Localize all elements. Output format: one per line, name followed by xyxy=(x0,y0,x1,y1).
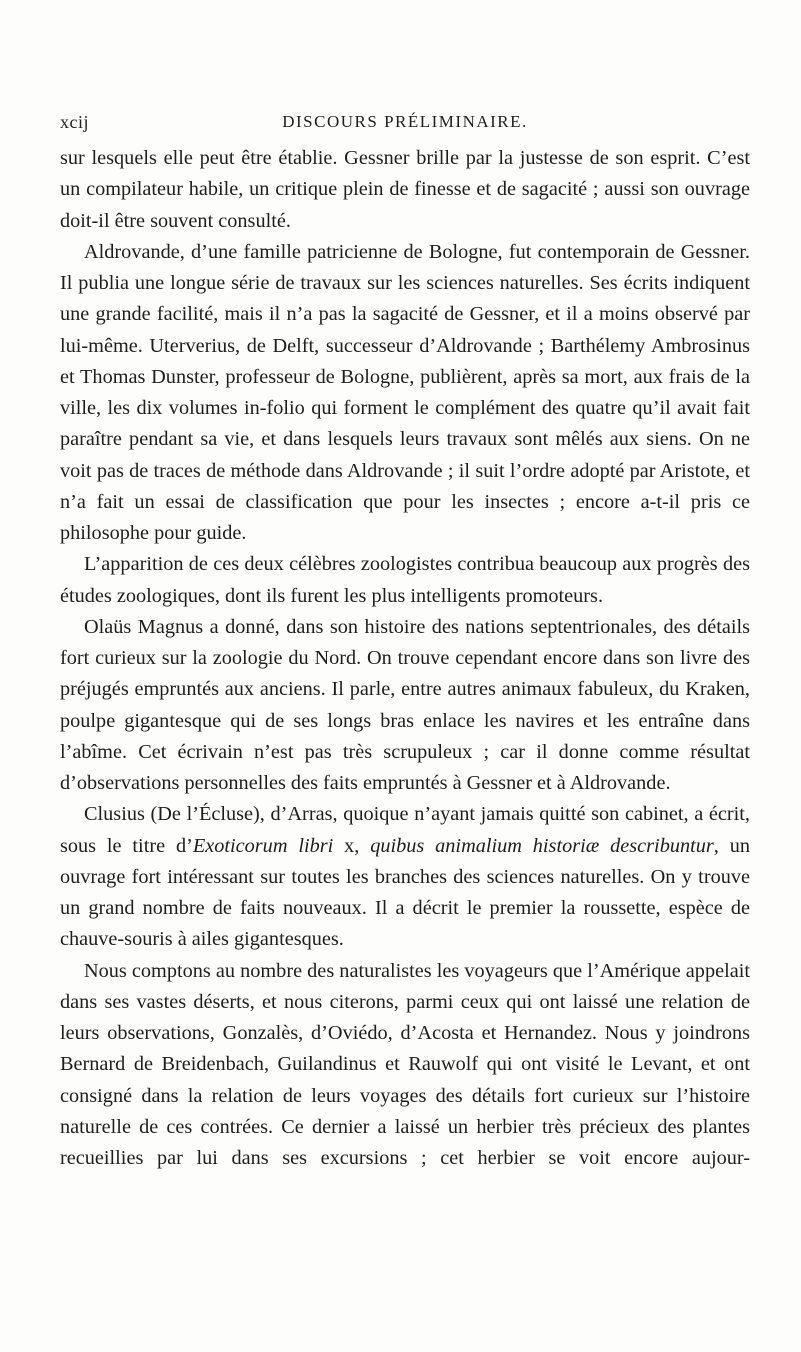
paragraph-gessner-conclusion: sur lesquels elle peut être établie. Gessner brille par la justesse de son esprit. C’est un compilateur habile, un critique plein de finesse et de sagacité ; aussi son ouvrage doit-il être souvent consulté. xyxy=(60,147,750,232)
clusius-book-subtitle: quibus animalium historiæ describuntur xyxy=(370,834,714,857)
page-number: xcij xyxy=(60,112,89,132)
clusius-book-title: Exoticorum libri xyxy=(192,834,334,857)
page-header xyxy=(60,108,750,138)
clusius-text-middle: x, xyxy=(333,834,371,857)
running-head: DISCOURS PRÉLIMINAIRE. xyxy=(282,112,528,131)
paragraph-clusius xyxy=(60,799,750,955)
paragraph-aldrovande: Aldrovande, d’une famille patricienne de Bologne, fut contemporain de Gessner. Il publia une longue série de travaux sur les sciences naturelles. Ses écrits indiquent une grande facilité, mais il n’a pas la sagacité de Gessner, et il a moins observé par lui-même. Uterverius, de Delft, successeur d’Aldrovande ; Barthélemy Ambrosinus et Thomas Dunster, professeur de Bologne, publièrent, après sa mort, aux frais de la ville, les dix volumes in-folio qui forment le complément des quatre qu’il avait fait paraître pendant sa vie, et dans lesquels leurs travaux sont mêlés aux siens. On ne voit pas de traces de méthode dans Aldrovande ; il suit l’ordre adopté par Aristote, et n’a fait un essai de classification que pour les insectes ; encore a-t-il pris ce philosophe pour guide. xyxy=(60,240,750,544)
paragraph-olaus-magnus: Olaüs Magnus a donné, dans son histoire des nations septentrionales, des détails fort curieux sur la zoologie du Nord. On trouve cependant encore dans son livre des préjugés empruntés aux anciens. Il parle, entre autres animaux fabuleux, du Kraken, poulpe gigantesque qui de ses longs bras enlace les navires et les entraîne dans l’abîme. Cet écrivain n’est pas très scrupuleux ; car il donne comme résultat d’observations personnelles des faits empruntés à Gessner et à Aldrovande. xyxy=(60,615,750,794)
paragraph-zoologists-influence: L’apparition de ces deux célèbres zoologistes contribua beaucoup aux progrès des études zoologiques, dont ils furent les plus intelligents promoteurs. xyxy=(60,553,750,607)
paragraph-voyagers: Nous comptons au nombre des naturalistes les voyageurs que l’Amérique appelait dans ses vastes déserts, et nous citerons, parmi ceux qui ont laissé une relation de leurs observations, Gonzalès, d’Oviédo, d’Acosta et Hernandez. Nous y joindrons Bernard de Breidenbach, Guilandinus et Rauwolf qui ont visité le Levant, et ont consigné dans la relation de leurs voyages des détails fort curieux sur l’histoire naturelle de ces contrées. Ce dernier a laissé un herbier très précieux des plantes recueillies par lui dans ses excursions ; cet herbier se voit encore aujour- xyxy=(60,959,750,1169)
body-text xyxy=(60,143,750,1174)
clusius-text-start: Clusius (De l’Écluse), d’Arras, quoique n’ayant jamais quitté son cabinet, a écrit, sous le titre d’ xyxy=(60,803,750,857)
clusius-text-end: , un ouvrage fort intéressant sur toutes les branches des sciences naturelles. On y trouve un grand nombre de faits nouveaux. Il a décrit le premier la roussette, espèce de chauve-souris à ailes gigantesques. xyxy=(60,834,751,951)
